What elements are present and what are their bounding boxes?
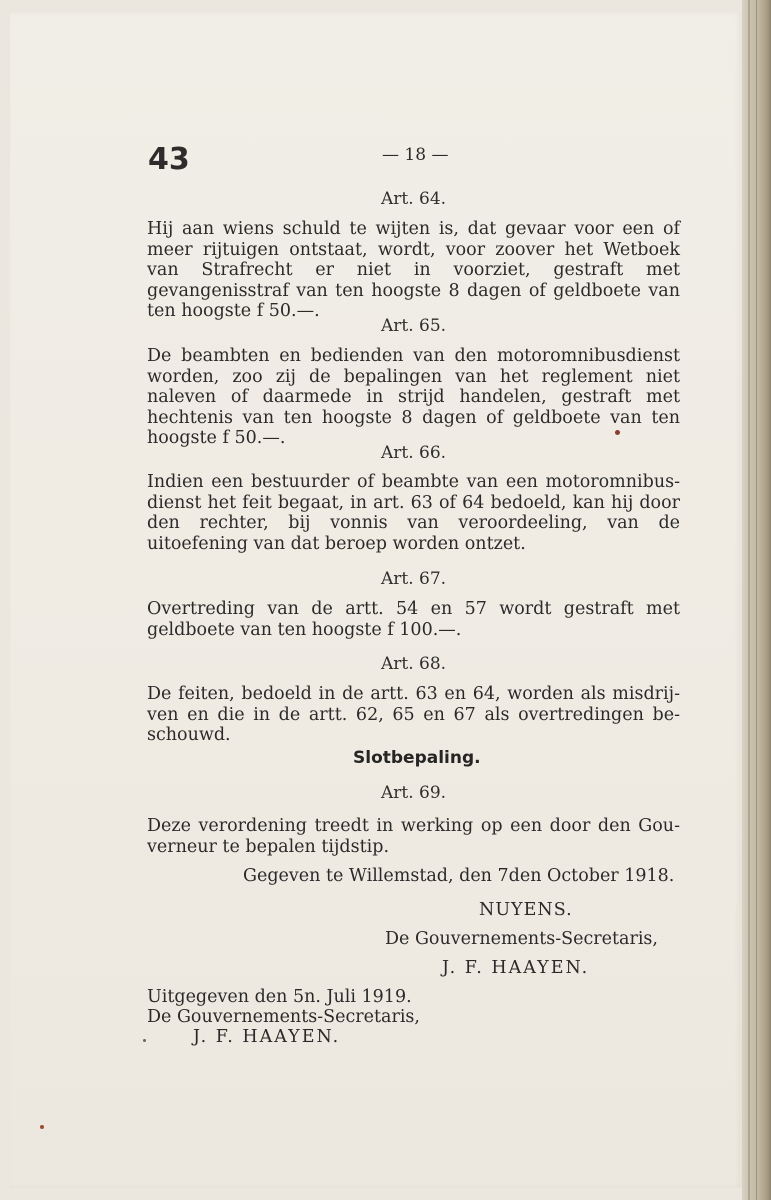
publication-date: Uitgegeven den 5n. Juli 1919. [147, 987, 412, 1007]
ink-speck [615, 430, 620, 435]
ink-speck [143, 1039, 146, 1042]
article-heading: Art. 67. [381, 569, 447, 589]
article-heading: Art. 69. [381, 783, 447, 803]
article-text: Deze verordening treedt in werking op een door den Gou-verneur te bepalen tijdstip. [147, 816, 680, 857]
article-heading: Art. 68. [381, 654, 447, 674]
article-text: De beambten en bedienden van den motoromnibusdienst worden, zoo zij de bepalingen van het reglement niet naleven of daarmede in strijd handelen, gestraft met hechtenis van ten hoogste 8 dagen of geldboete van ten hoogste f 50.—. [147, 346, 680, 448]
article-heading: Art. 64. [381, 189, 447, 209]
governor-signature: NUYENS. [479, 900, 573, 920]
article-text: Indien een bestuurder of beambte van een motoromnibus-dienst het feit begaat, in art. 63 of 64 bedoeld, kan hij door den rechter, bij vonnis van veroordeeling, van de uitoefening van dat beroep worden ontzet. [147, 472, 680, 554]
publication-secretary-title: De Gouvernements-Secretaris, [147, 1007, 420, 1027]
article-text: De feiten, bedoeld in de artt. 63 en 64, worden als misdrij-ven en die in de artt. 62, 65 en 67 als overtredingen be-schouwd. [147, 684, 680, 745]
secretary-name: J. F. HAAYEN. [442, 958, 590, 978]
section-heading: Slotbepaling. [353, 748, 481, 768]
given-at-line: Gegeven te Willemstad, den 7den October 1918. [243, 866, 675, 886]
article-text: Hij aan wiens schuld te wijten is, dat gevaar voor een of meer rijtuigen ontstaat, wordt, voor zoover het Wetboek van Strafrecht er niet in voorziet, gestraft met gevangenisstraf van ten hoogste 8 dagen of geldboete van ten hoogste f 50.—. [147, 219, 680, 321]
book-page-edge [742, 0, 771, 1200]
article-text: Overtreding van de artt. 54 en 57 wordt gestraft met geldboete van ten hoogste f 100.—. [147, 599, 680, 640]
article-heading: Art. 65. [381, 316, 447, 336]
ink-speck [40, 1125, 44, 1129]
publication-secretary-name: J. F. HAAYEN. [193, 1027, 341, 1047]
page-number: 43 [148, 142, 190, 177]
secretary-title: De Gouvernements-Secretaris, [385, 929, 658, 949]
running-head: — 18 — [382, 145, 449, 165]
article-heading: Art. 66. [381, 443, 447, 463]
